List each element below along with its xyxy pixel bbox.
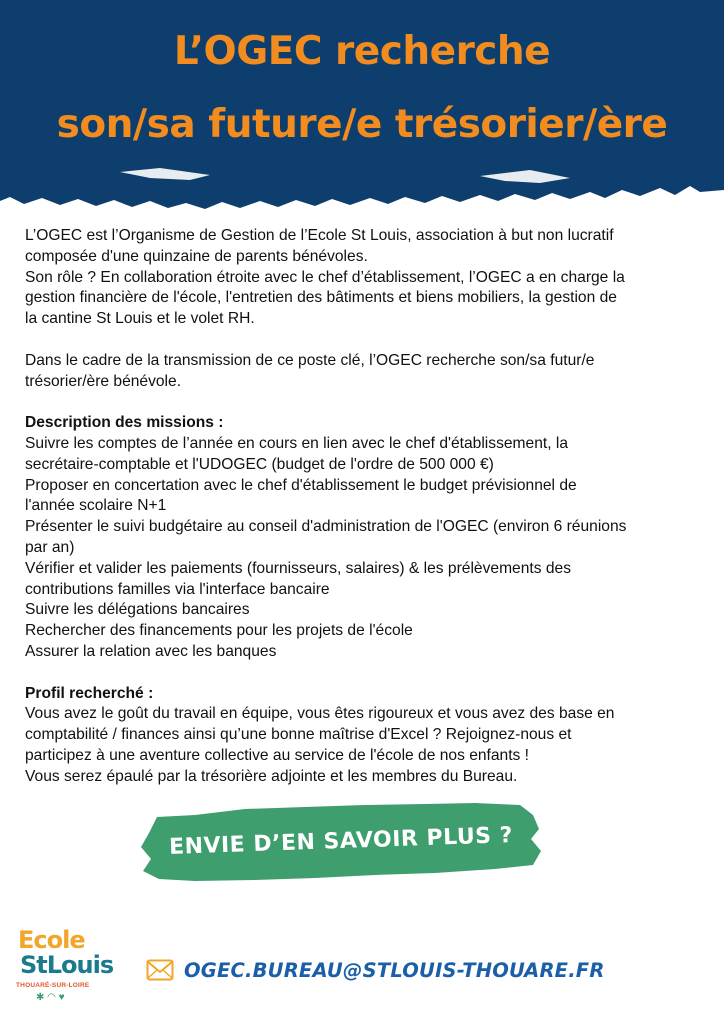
profile-line: Vous serez épaulé par la trésorière adjointe et les membres du Bureau.: [25, 767, 518, 785]
mission-line: Rechercher des financements pour les projets de l'école: [25, 622, 413, 640]
mission-line: Assurer la relation avec les banques: [25, 642, 277, 660]
mail-icon: [146, 959, 174, 981]
mission-line: Proposer en concertation avec le chef d'établissement le budget prévisionnel de: [25, 476, 577, 494]
title-line-1: L’OGEC recherche: [173, 29, 551, 74]
spacer: [25, 392, 690, 413]
email-link[interactable]: OGEC.BUREAU@STLOUIS-THOUARE.FR: [184, 958, 605, 982]
title-line-2: son/sa future/e trésorier/ère: [56, 102, 668, 147]
mission-line: contributions familles via l'interface bancaire: [25, 580, 330, 598]
mission-line: Suivre les comptes de l’année en cours en lien avec le chef d'établissement, la: [25, 434, 569, 452]
profile-heading: Profil recherché :: [25, 684, 154, 702]
logo-word-ecole: Ecole: [18, 926, 85, 954]
mission-line: l'année scolaire N+1: [25, 497, 167, 515]
logo-word-location: THOUARÉ-SUR-LOIRE: [16, 982, 90, 989]
header-banner: [0, 0, 724, 215]
intro-text: la cantine St Louis et le volet RH.: [25, 310, 255, 328]
spacer: [25, 663, 690, 684]
contact-row: [146, 954, 605, 986]
missions-heading: Description des missions :: [25, 414, 224, 432]
intro-text: L’OGEC est l’Organisme de Gestion de l’Ecole St Louis, association à but non lucratif: [25, 227, 614, 244]
profile-line: participez à une aventure collective au service de l'école de nos enfants !: [25, 746, 530, 764]
intro-text: trésorier/ère bénévole.: [25, 372, 182, 390]
main-content: [25, 226, 690, 788]
mission-line: Suivre les délégations bancaires: [25, 601, 250, 619]
more-info-button[interactable]: [135, 795, 547, 887]
mission-line: par an): [25, 538, 75, 556]
intro-text: composée d'une quinzaine de parents bénévoles.: [25, 247, 368, 265]
profile-line: Vous avez le goût du travail en équipe, vous êtes rigoureux et vous avez des base en: [25, 705, 615, 723]
mission-line: secrétaire-comptable et l'UDOGEC (budget de l'ordre de 500 000 €): [25, 455, 494, 473]
intro-text: gestion financière de l'école, l'entretien des bâtiments et biens mobiliers, la gestion de: [25, 289, 617, 307]
spacer: [25, 330, 690, 351]
logo-decoration-icon: ✱ ◠ ♥: [36, 992, 65, 1003]
logo-word-stlouis: StLouis: [20, 951, 114, 979]
more-info-label[interactable]: ENVIE D’EN SAVOIR PLUS ?: [168, 822, 514, 860]
school-logo: [14, 924, 114, 1009]
profile-line: comptabilité / finances ainsi qu’une bonne maîtrise d'Excel ? Rejoignez-nous et: [25, 726, 572, 744]
intro-text: Son rôle ? En collaboration étroite avec le chef d’établissement, l’OGEC a en charge la: [25, 268, 625, 286]
intro-text: Dans le cadre de la transmission de ce poste clé, l’OGEC recherche son/sa futur/e: [25, 351, 595, 369]
mission-line: Vérifier et valider les paiements (fournisseurs, salaires) & les prélèvements des: [25, 559, 572, 577]
mission-line: Présenter le suivi budgétaire au conseil d'administration de l'OGEC (environ 6 réunions: [25, 518, 627, 536]
